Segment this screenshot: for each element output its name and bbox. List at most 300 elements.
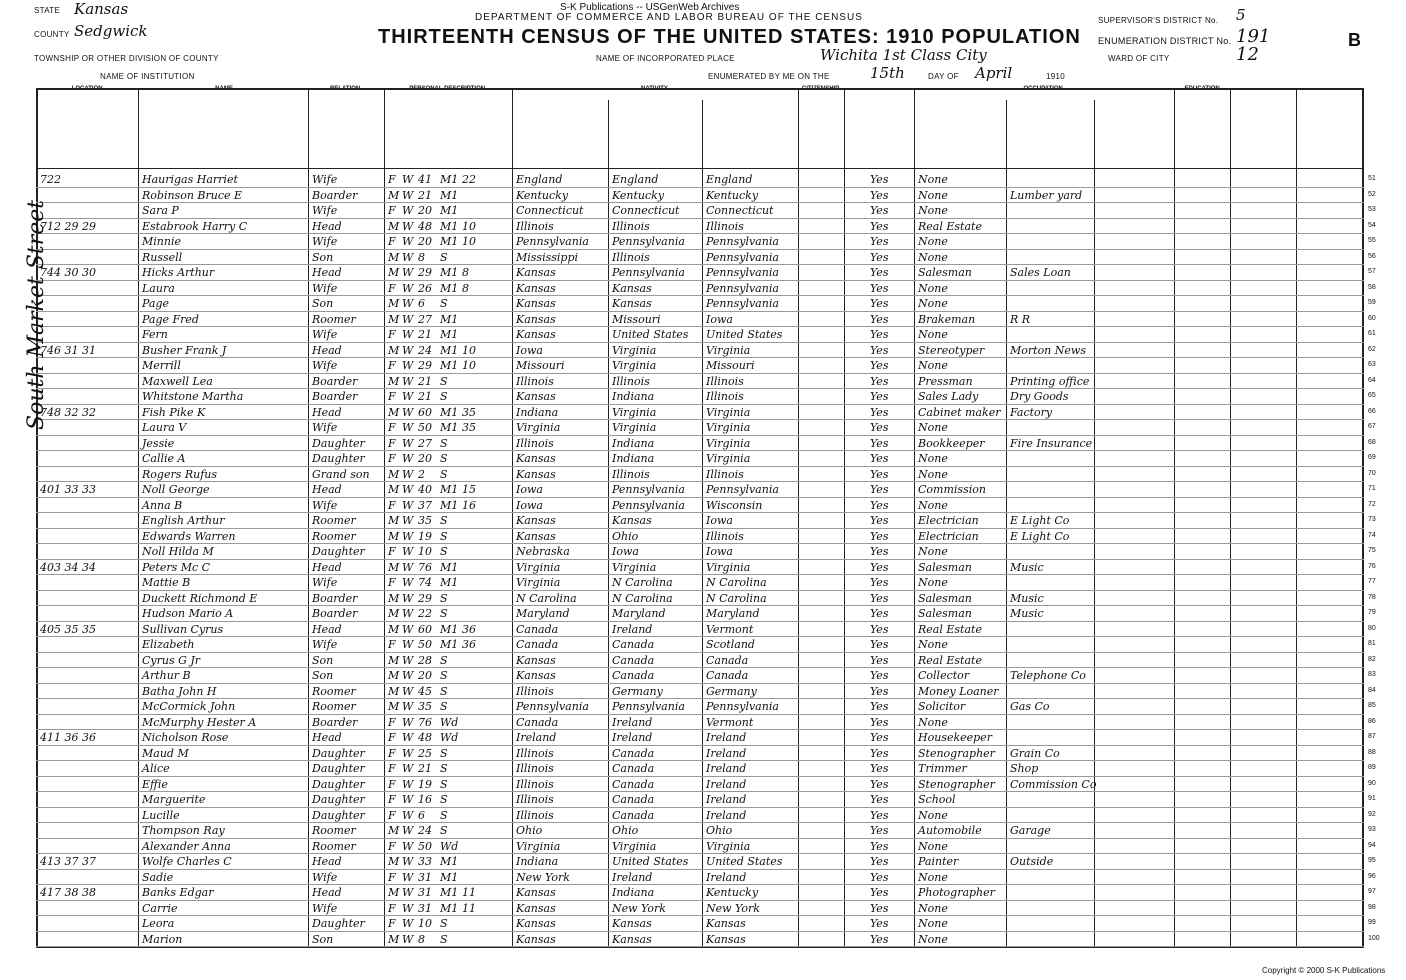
cell-name: Nicholson Rose [142,731,229,744]
row-number: 55 [1368,237,1376,244]
cell-lang: Yes [870,669,889,682]
cell-sex: F [388,359,396,372]
cell-rel: Daughter [312,917,365,930]
cell-mbp: Virginia [706,421,751,434]
row-number: 87 [1368,733,1376,740]
cell-bp: Mississippi [516,250,578,264]
cell-rel: Head [312,855,342,868]
cell-age: 41 [418,173,432,186]
row-rule [36,249,1364,250]
cell-ms: M1 [440,483,459,496]
cell-rel: Daughter [312,452,365,465]
cell-race: W [402,188,414,202]
cell-ind: Morton News [1010,343,1086,357]
cell-mbp: Vermont [706,622,754,636]
cell-bp: Virginia [516,560,561,574]
cell-ind: Music [1010,591,1044,605]
cell-fbp: Illinois [612,250,650,264]
cell-occ: Bookkeeper [918,436,985,450]
cell-fbp: Canada [612,777,655,791]
cell-lang: Yes [870,622,889,636]
cell-occ: Salesman [918,266,972,279]
cell-lang: Yes [870,684,889,698]
row-number: 57 [1368,268,1376,275]
cell-name: McCormick John [142,700,236,713]
row-number: 61 [1368,330,1376,337]
cell-occ: Money Loaner [918,684,999,698]
cell-sex: F [388,731,396,744]
cell-rel: Head [312,560,342,574]
cell-fbp: Virginia [612,421,657,434]
cell-fbp: Pennsylvania [612,498,685,512]
cell-fbp: N Carolina [612,576,673,589]
cell-mbp: Pennsylvania [706,266,779,279]
cell-race: W [402,824,414,837]
cell-race: W [402,839,414,853]
cell-race: W [402,870,414,884]
cell-race: W [402,529,414,543]
cell-occ: Collector [918,669,970,682]
cell-lang: Yes [870,204,889,217]
cell-sex: M [388,824,400,837]
cell-fbp: Illinois [612,219,650,233]
cell-occ: Automobile [918,824,982,837]
cell-race: W [402,638,414,651]
cell-fbp: Pennsylvania [612,266,685,279]
cell-rel: Boarder [312,715,358,729]
cell-bp: Kansas [516,328,556,341]
row-number: 53 [1368,206,1376,213]
cell-ms: S [440,917,448,930]
cell-age: 31 [418,870,432,884]
cell-rel: Head [312,622,342,636]
cell-lang: Yes [870,312,889,326]
cell-age: 22 [418,607,432,620]
cell-loc: 748 32 32 [40,405,96,419]
cell-mbp: Pennsylvania [706,281,779,295]
cell-race: W [402,359,414,372]
cell-bp: Iowa [516,343,543,357]
cell-bp: Kansas [516,886,556,899]
cell-age: 76 [418,560,432,574]
place-label: NAME OF INCORPORATED PLACE [596,54,735,63]
cell-race: W [402,390,414,403]
row-number: 62 [1368,345,1376,353]
row-rule [36,931,1364,932]
cell-rel: Roomer [312,824,356,837]
cell-occ: None [918,545,948,558]
cell-age: 20 [418,235,432,248]
row-rule [36,326,1364,327]
cell-mbp: Vermont [706,715,754,729]
cell-mbp: Illinois [706,374,744,388]
cell-sex: M [388,405,400,419]
cell-ms: M1 [440,328,459,341]
cell-yrs: 10 [462,359,476,372]
row-rule [36,605,1364,606]
cell-loc: 417 38 38 [40,886,96,899]
row-number: 93 [1368,826,1376,833]
cell-lang: Yes [870,607,889,620]
cell-age: 35 [418,514,432,527]
cell-lang: Yes [870,901,889,915]
cell-race: W [402,297,414,310]
cell-rel: Wife [312,204,338,217]
cell-bp: Kansas [516,514,556,527]
cell-rel: Daughter [312,746,365,760]
row-number: 74 [1368,531,1376,539]
place-value: Wichita 1st Class City [820,46,987,64]
cell-name: Duckett Richmond E [142,591,258,605]
cell-ms: S [440,669,448,682]
cell-rel: Wife [312,328,338,341]
cell-age: 26 [418,281,432,295]
row-number: 60 [1368,314,1376,322]
township-label: TOWNSHIP OR OTHER DIVISION OF COUNTY [34,54,219,63]
cell-sex: M [388,483,400,496]
cell-mbp: England [706,173,753,186]
cell-rel: Son [312,653,334,667]
cell-ms: S [440,250,448,264]
row-number: 96 [1368,872,1376,880]
cell-name: Anna B [142,498,183,512]
cell-sex: F [388,576,396,589]
row-number: 81 [1368,640,1376,647]
cell-mbp: United States [706,855,783,868]
cell-sex: F [388,715,396,729]
copyright-footer: Copyright © 2000 S-K Publications [1262,966,1386,975]
cell-fbp: Iowa [612,545,639,558]
cell-rel: Boarder [312,591,358,605]
row-rule [36,373,1364,374]
row-rule [36,342,1364,343]
cell-loc: 746 31 31 [40,343,96,357]
county-value: Sedgwick [74,22,148,40]
cell-bp: Illinois [516,684,554,698]
cell-fbp: N Carolina [612,591,673,605]
cell-occ: Salesman [918,591,972,605]
row-rule [36,559,1364,560]
cell-name: Maud M [142,746,189,760]
cell-age: 48 [418,731,432,744]
cell-mbp: Pennsylvania [706,235,779,248]
cell-race: W [402,312,414,326]
cell-ms: S [440,529,448,543]
row-rule [36,698,1364,699]
cell-age: 31 [418,886,432,899]
cell-fbp: Kansas [612,514,652,527]
cell-mbp: Canada [706,669,749,682]
cell-race: W [402,808,414,822]
publisher-line: S-K Publications -- USGenWeb Archives [560,2,740,13]
cell-mbp: Wisconsin [706,498,763,512]
cell-age: 74 [418,576,432,589]
cell-name: Estabrook Harry C [142,219,248,233]
cell-sex: M [388,514,400,527]
cell-name: Marguerite [142,793,206,806]
cell-mbp: Ireland [706,746,747,760]
cell-sex: F [388,793,396,806]
cell-mbp: Connecticut [706,204,774,217]
cell-race: W [402,219,414,233]
cell-rel: Boarder [312,374,358,388]
cell-rel: Head [312,483,342,496]
row-rule [36,590,1364,591]
cell-lang: Yes [870,529,889,543]
cell-lang: Yes [870,886,889,899]
supervisor-label: SUPERVISOR'S DISTRICT No. [1098,16,1219,25]
institution-label: NAME OF INSTITUTION [100,72,195,81]
row-number: 85 [1368,702,1376,709]
cell-bp: Iowa [516,483,543,496]
cell-name: Sadie [142,870,174,884]
cell-occ: None [918,870,948,884]
cell-fbp: Pennsylvania [612,235,685,248]
cell-age: 60 [418,622,432,636]
cell-name: Robinson Bruce E [142,188,243,202]
cell-ms: M1 [440,886,459,899]
cell-fbp: Kansas [612,281,652,295]
cell-yrs: 22 [462,173,476,186]
cell-fbp: Kansas [612,297,652,310]
row-number: 95 [1368,857,1376,864]
cell-ms: S [440,390,448,403]
cell-race: W [402,684,414,698]
cell-name: Minnie [142,235,181,248]
row-rule [36,683,1364,684]
row-rule [36,915,1364,916]
cell-name: English Arthur [142,514,225,527]
cell-bp: Kansas [516,917,556,930]
cell-bp: Iowa [516,498,543,512]
cell-age: 21 [418,188,432,202]
cell-sex: M [388,591,400,605]
cell-race: W [402,514,414,527]
cell-fbp: Germany [612,684,663,698]
cell-bp: Kentucky [516,188,569,202]
cell-lang: Yes [870,421,889,434]
cell-rel: Roomer [312,700,356,713]
cell-ms: M1 [440,266,459,279]
row-rule [36,202,1364,203]
cell-mbp: Virginia [706,343,751,357]
cell-mbp: Canada [706,653,749,667]
cell-fbp: Ireland [612,622,653,636]
cell-occ: Real Estate [918,653,982,667]
cell-lang: Yes [870,932,889,946]
cell-rel: Wife [312,235,338,248]
cell-rel: Roomer [312,312,356,326]
cell-mbp: Virginia [706,560,751,574]
cell-rel: Roomer [312,839,356,853]
cell-sex: M [388,188,400,202]
cell-loc: 405 35 35 [40,622,96,636]
cell-name: Page [142,297,170,310]
cell-mbp: Illinois [706,219,744,233]
row-rule [36,776,1364,777]
cell-age: 16 [418,793,432,806]
cell-fbp: Canada [612,793,655,806]
cell-race: W [402,901,414,915]
row-number: 70 [1368,469,1376,477]
cell-race: W [402,576,414,589]
cell-rel: Wife [312,173,338,186]
row-rule [36,853,1364,854]
cell-race: W [402,855,414,868]
cell-sex: M [388,312,400,326]
row-number: 98 [1368,903,1376,911]
cell-yrs: 36 [462,638,476,651]
row-rule [36,404,1364,405]
cell-rel: Son [312,297,334,310]
cell-rel: Boarder [312,390,358,403]
row-number: 51 [1368,175,1376,182]
cell-race: W [402,343,414,357]
cell-mbp: Pennsylvania [706,483,779,496]
cell-occ: None [918,715,948,729]
cell-name: Laura V [142,421,187,434]
cell-fbp: Canada [612,638,655,651]
cell-name: Mattie B [142,576,191,589]
cell-occ: None [918,359,948,372]
cell-race: W [402,250,414,264]
cell-yrs: 11 [462,901,476,915]
table-header-border [36,168,1364,169]
cell-name: Merrill [142,359,181,372]
cell-ind: Fire Insurance [1010,436,1093,450]
cell-occ: Stenographer [918,777,995,791]
row-rule [36,295,1364,296]
cell-bp: Pennsylvania [516,235,589,248]
cell-ms: M1 [440,560,459,574]
cell-bp: Kansas [516,932,556,946]
cell-fbp: Missouri [612,312,661,326]
cell-name: Page Fred [142,312,199,326]
cell-name: Wolfe Charles C [142,855,232,868]
row-rule [36,218,1364,219]
row-rule [36,729,1364,730]
cell-name: Sullivan Cyrus [142,622,224,636]
cell-race: W [402,204,414,217]
row-rule [36,233,1364,234]
cell-age: 50 [418,839,432,853]
cell-ms: M1 [440,870,459,884]
cell-sex: M [388,653,400,667]
cell-sex: F [388,839,396,853]
cell-age: 6 [418,297,425,310]
cell-sex: F [388,808,396,822]
cell-lang: Yes [870,793,889,806]
cell-fbp: Indiana [612,436,655,450]
cell-age: 21 [418,374,432,388]
table-top-border [36,88,1364,90]
cell-fbp: Indiana [612,886,655,899]
cell-mbp: New York [706,901,760,915]
cell-ms: S [440,808,448,822]
cell-bp: Illinois [516,808,554,822]
cell-sex: M [388,684,400,698]
cell-mbp: Iowa [706,545,733,558]
cell-lang: Yes [870,514,889,527]
cell-bp: Kansas [516,653,556,667]
cell-sex: F [388,390,396,403]
cell-ms: Wd [440,731,459,744]
cell-rel: Wife [312,359,338,372]
cell-bp: Virginia [516,576,561,589]
cell-name: Banks Edgar [142,886,214,899]
cell-age: 31 [418,901,432,915]
cell-lang: Yes [870,855,889,868]
cell-race: W [402,622,414,636]
row-number: 59 [1368,299,1376,306]
cell-occ: Painter [918,855,959,868]
row-number: 76 [1368,562,1376,570]
cell-sex: F [388,545,396,558]
cell-ind: Telephone Co [1010,669,1086,682]
cell-mbp: Virginia [706,436,751,450]
cell-lang: Yes [870,545,889,558]
cell-race: W [402,235,414,248]
ed-value: 191 [1236,26,1271,47]
cell-race: W [402,591,414,605]
cell-ind: Commission Co [1010,777,1097,791]
cell-fbp: Maryland [612,607,666,620]
cell-race: W [402,700,414,713]
cell-bp: Canada [516,638,559,651]
cell-yrs: 16 [462,498,476,512]
cell-race: W [402,653,414,667]
cell-rel: Wife [312,576,338,589]
cell-lang: Yes [870,762,889,775]
cell-ms: S [440,607,448,620]
cell-race: W [402,762,414,775]
cell-name: Noll George [142,483,210,496]
cell-sex: F [388,746,396,760]
cell-ind: Sales Loan [1010,266,1071,279]
cell-bp: England [516,173,563,186]
cell-bp: Nebraska [516,545,570,558]
cell-ind: Lumber yard [1010,188,1083,202]
cell-occ: None [918,421,948,434]
cell-bp: Virginia [516,421,561,434]
cell-race: W [402,715,414,729]
row-rule [36,512,1364,513]
cell-mbp: N Carolina [706,576,767,589]
cell-rel: Wife [312,498,338,512]
cell-loc: 712 29 29 [40,219,96,233]
cell-race: W [402,545,414,558]
cell-ms: S [440,436,448,450]
cell-bp: Missouri [516,359,565,372]
sheet-letter: B [1348,30,1361,50]
cell-yrs: 15 [462,483,476,496]
cell-name: Alice [142,762,170,775]
cell-ms: M1 [440,281,459,295]
margin-street-note: South Market Street [24,199,49,430]
cell-occ: Stereotyper [918,343,985,357]
row-rule [36,481,1364,482]
cell-age: 27 [418,436,432,450]
cell-name: Lucille [142,808,180,822]
row-number: 77 [1368,578,1376,585]
cell-bp: Pennsylvania [516,700,589,713]
row-number: 97 [1368,888,1376,895]
cell-lang: Yes [870,390,889,403]
year-label: 1910 [1046,72,1065,81]
cell-mbp: Kansas [706,917,746,930]
row-rule [36,450,1364,451]
cell-ms: Wd [440,715,459,729]
